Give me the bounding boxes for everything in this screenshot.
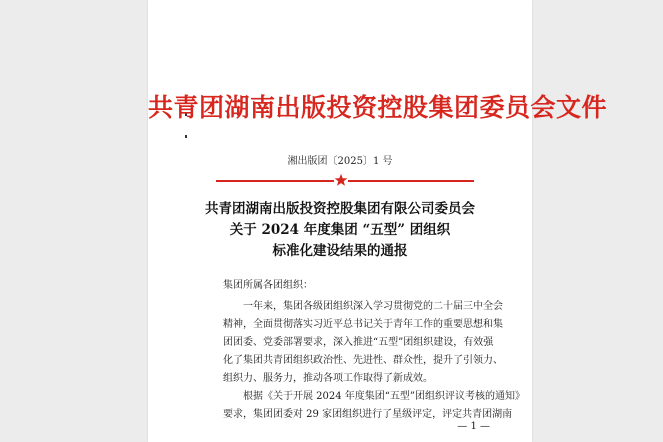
header-divider-right [348, 180, 474, 182]
document-title-line-3: 标准化建设结果的通报 [272, 243, 408, 259]
salutation: 集团所属各团组织： [223, 280, 313, 291]
body-line-3: 团团委、党委部署要求，深入推进“五型”团组织建设，有效强 [223, 337, 494, 348]
body-line-1: 一年来，集团各级团组织深入学习贯彻党的二十届三中全会 [243, 301, 503, 312]
document-title-line-2: 关于 2024 年度集团 “五型” 团组织 [229, 222, 451, 238]
body-line-4: 化了集团共青团组织政治性、先进性、群众性，提升了引领力、 [223, 355, 503, 366]
body-line-6: 根据《关于开展 2024 年度集团“五型”团组织评议考核的通知》 [243, 391, 526, 402]
document-header-title: 共青团湖南出版投资控股集团委员会文件 [148, 93, 608, 122]
document-page [148, 0, 608, 442]
body-line-5: 组织力、服务力，推动各项工作取得了新成效。 [223, 373, 433, 384]
body-line-2: 精神，全面贯彻落实习近平总书记关于青年工作的重要思想和集 [223, 319, 503, 330]
margin-mark [185, 135, 187, 138]
body-line-7: 要求，集团团委对 29 家团组织进行了星级评定，评定共青团湖南 [223, 409, 513, 420]
page-number: — 1 — [457, 421, 490, 432]
header-divider-left [216, 180, 334, 182]
star-icon [334, 173, 348, 187]
document-title-line-1: 共青团湖南出版投资控股集团有限公司委员会 [205, 201, 475, 217]
document-number: 湘出版团〔2025〕1 号 [287, 156, 393, 167]
